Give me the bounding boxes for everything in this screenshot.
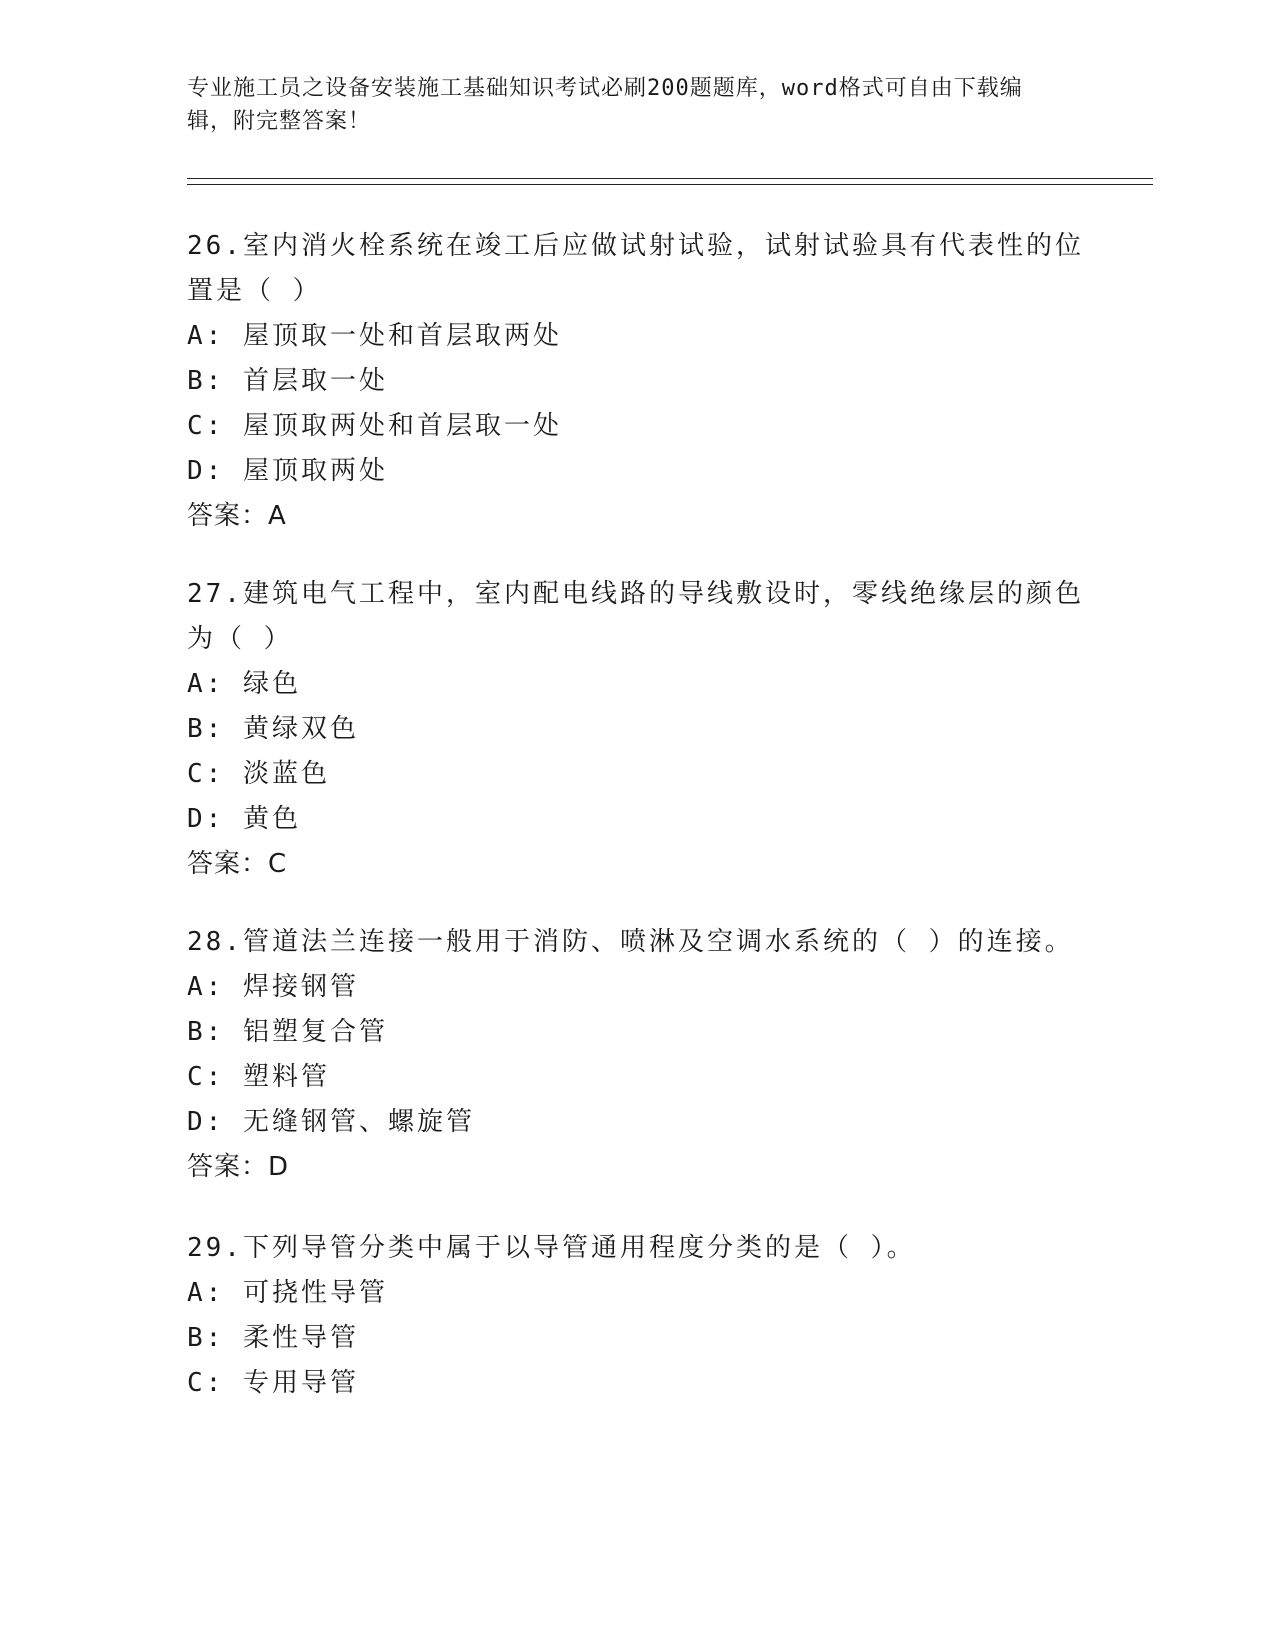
header-divider — [187, 178, 1153, 185]
option-c: C: 屋顶取两处和首层取一处 — [187, 411, 562, 441]
option-c: C: 塑料管 — [187, 1062, 330, 1092]
option-c: C: 淡蓝色 — [187, 759, 330, 789]
question-stem: 29.下列导管分类中属于以导管通用程度分类的是（ ）。 — [187, 1233, 916, 1263]
option-a: A: 屋顶取一处和首层取两处 — [187, 321, 562, 351]
option-d: D: 黄色 — [187, 804, 301, 834]
question-stem: 26.室内消火栓系统在竣工后应做试射试验，试射试验具有代表性的位置是（ ） — [187, 231, 1084, 306]
option-a: A: 可挠性导管 — [187, 1278, 388, 1308]
option-b: B: 首层取一处 — [187, 366, 388, 396]
option-b: B: 铝塑复合管 — [187, 1017, 388, 1047]
answer: 答案：D — [187, 1152, 290, 1182]
question-29 — [187, 1226, 1087, 1406]
option-b: B: 柔性导管 — [187, 1323, 359, 1353]
answer: 答案：A — [187, 501, 287, 531]
question-28 — [187, 920, 1087, 1190]
option-a: A: 绿色 — [187, 669, 301, 699]
answer: 答案：C — [187, 849, 288, 879]
question-27 — [187, 572, 1087, 887]
question-stem: 28.管道法兰连接一般用于消防、喷淋及空调水系统的（ ）的连接。 — [187, 927, 1074, 957]
document-header: 专业施工员之设备安装施工基础知识考试必刷200题题库，word格式可自由下载编辑，附完整答案！ — [187, 76, 1023, 134]
option-d: D: 无缝钢管、螺旋管 — [187, 1107, 475, 1137]
option-a: A: 焊接钢管 — [187, 972, 359, 1002]
option-d: D: 屋顶取两处 — [187, 456, 388, 486]
option-c: C: 专用导管 — [187, 1368, 359, 1398]
option-b: B: 黄绿双色 — [187, 714, 359, 744]
question-stem: 27.建筑电气工程中，室内配电线路的导线敷设时，零线绝缘层的颜色为（ ） — [187, 579, 1084, 654]
question-26 — [187, 224, 1087, 539]
